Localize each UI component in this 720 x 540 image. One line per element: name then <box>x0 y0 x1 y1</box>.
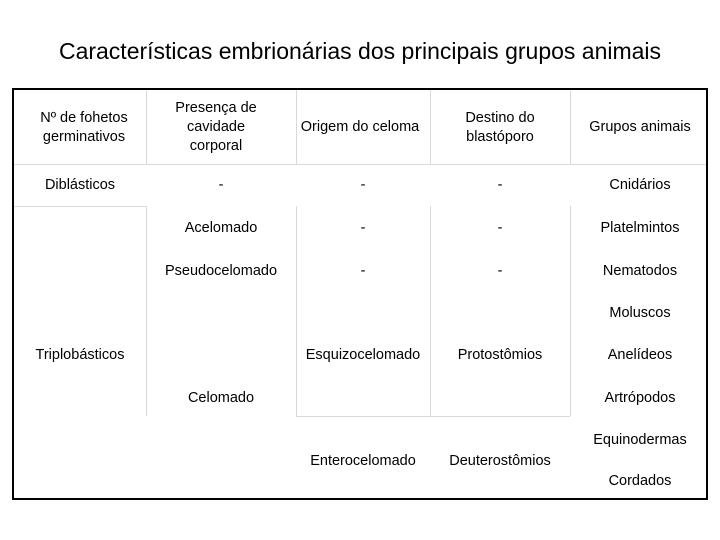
blastopore-deuterostomios: Deuterostômios <box>449 452 551 469</box>
characteristics-table <box>12 88 708 500</box>
header-cavidade: Presença de cavidade corporal <box>175 100 257 154</box>
cell-dash: - <box>360 177 366 194</box>
gridline <box>14 206 146 207</box>
group-platelmintos: Platelmintos <box>600 219 680 236</box>
gridline <box>430 90 431 165</box>
header-blastoporo: Destino do blastóporo <box>465 109 535 145</box>
cell-dash: - <box>218 177 224 194</box>
cavity-celomado: Celomado <box>187 389 255 406</box>
gridline <box>296 416 570 417</box>
header-fohetos: Nº de fohetos germinativos <box>40 109 128 145</box>
header-grupos: Grupos animais <box>589 119 691 136</box>
group-cnidarios: Cnidários <box>609 177 671 194</box>
group-cordados: Cordados <box>608 472 672 489</box>
blastopore-protostomios: Protostômios <box>457 346 543 363</box>
gridline <box>296 90 297 165</box>
cavity-acelomado: Acelomado <box>184 219 258 236</box>
cell-dash: - <box>497 177 503 194</box>
cell-dash: - <box>360 219 366 236</box>
group-anelideos: Anelídeos <box>607 346 673 363</box>
group-moluscos: Moluscos <box>609 304 671 321</box>
group-artropodos: Artrópodos <box>604 389 676 406</box>
cell-dash: - <box>497 262 503 279</box>
gridline <box>146 90 147 165</box>
group-equinodermas: Equinodermas <box>593 431 687 448</box>
cell-dash: - <box>497 219 503 236</box>
header-celoma: Origem do celoma <box>300 119 420 136</box>
coelom-enterocelomado: Enterocelomado <box>310 452 416 469</box>
cavity-pseudocelomado: Pseudocelomado <box>164 262 278 279</box>
coelom-esquizocelomado: Esquizocelomado <box>305 346 421 363</box>
row-label-triploblasticos: Triplobásticos <box>35 346 125 363</box>
row-label-diblasticos: Diblásticos <box>44 177 116 194</box>
page-title: Características embrionárias dos principais grupos animais <box>58 38 662 64</box>
group-nematodos: Nematodos <box>602 262 678 279</box>
cell-dash: - <box>360 262 366 279</box>
